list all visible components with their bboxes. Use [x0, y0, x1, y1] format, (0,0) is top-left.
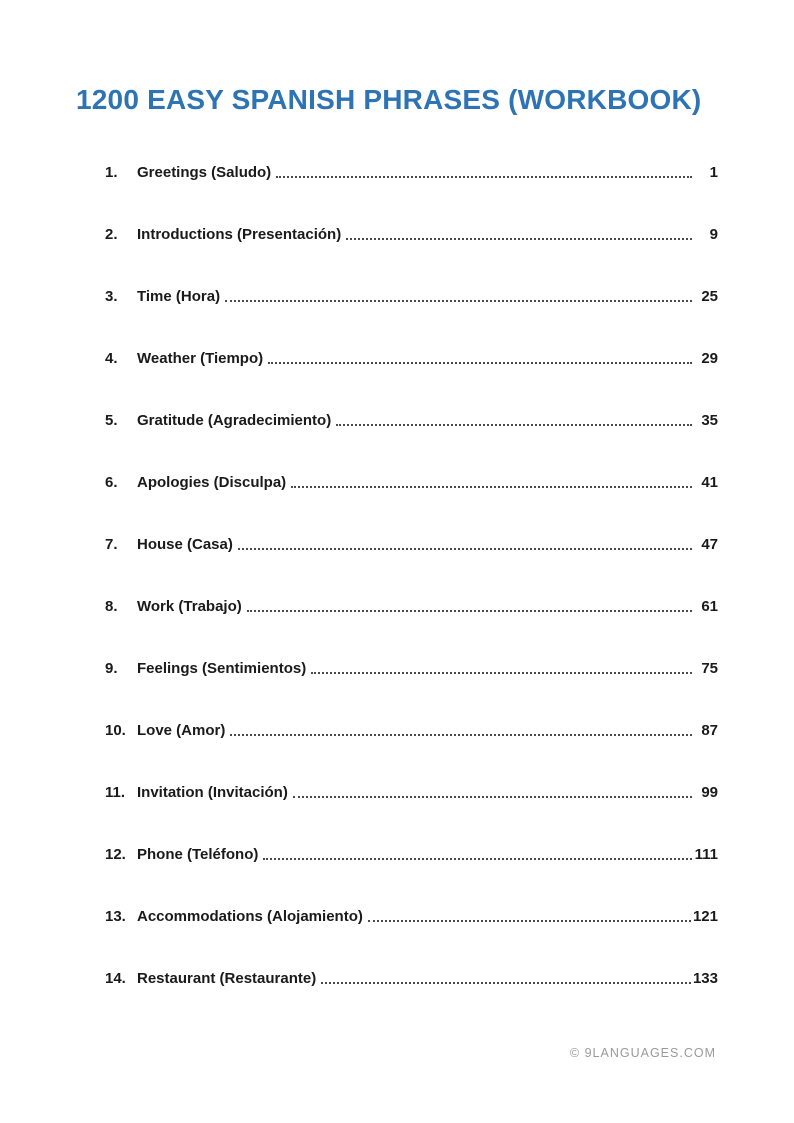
toc-row — [105, 408, 718, 429]
dot-leader — [311, 672, 692, 674]
toc-entry-number: 13. — [105, 908, 126, 925]
dot-leader — [263, 858, 692, 860]
toc-row — [105, 656, 718, 677]
toc-entry-number: 10. — [105, 722, 126, 739]
toc-row — [105, 346, 718, 367]
toc-entry-label: House (Casa) — [137, 536, 233, 553]
toc-entry-number: 3. — [105, 288, 118, 305]
toc-entry-label: Love (Amor) — [137, 722, 226, 739]
toc-entry-page: 47 — [701, 536, 718, 553]
toc-entry-label: Feelings (Sentimientos) — [137, 660, 307, 677]
toc-entry-number: 2. — [105, 226, 118, 243]
toc-entry-page: 35 — [701, 412, 718, 429]
toc-entry-number: 11. — [105, 784, 126, 801]
dot-leader — [336, 424, 692, 426]
toc-entry-label: Work (Trabajo) — [137, 598, 242, 615]
toc-entry-label: Phone (Teléfono) — [137, 846, 259, 863]
toc-row — [105, 966, 718, 987]
toc-row — [105, 904, 718, 925]
toc-row — [105, 160, 718, 181]
footer-credit: © 9LANGUAGES.COM — [569, 1046, 716, 1060]
toc-row — [105, 718, 718, 739]
toc-row — [105, 532, 718, 553]
dot-leader — [291, 486, 692, 488]
toc-entry-number: 5. — [105, 412, 118, 429]
toc-row — [105, 780, 718, 801]
toc-entry-label: Weather (Tiempo) — [137, 350, 264, 367]
toc-row — [105, 284, 718, 305]
toc-entry-label: Greetings (Saludo) — [137, 164, 272, 181]
dot-leader — [321, 982, 691, 984]
toc-entry-page: 87 — [701, 722, 718, 739]
toc-entry-page: 75 — [701, 660, 718, 677]
toc-entry-label: Introductions (Presentación) — [137, 226, 342, 243]
toc-row — [105, 470, 718, 491]
toc-row — [105, 842, 718, 863]
toc-entry-page: 41 — [701, 474, 718, 491]
dot-leader — [268, 362, 692, 364]
dot-leader — [293, 796, 692, 798]
toc-entry-number: 7. — [105, 536, 118, 553]
toc-entry-page: 111 — [694, 846, 718, 863]
dot-leader — [276, 176, 692, 178]
dot-leader — [230, 734, 692, 736]
dot-leader — [238, 548, 692, 550]
toc-entry-label: Invitation (Invitación) — [137, 784, 288, 801]
toc-entry-page: 1 — [709, 164, 718, 181]
toc-entry-number: 8. — [105, 598, 118, 615]
toc-entry-number: 14. — [105, 970, 126, 987]
toc-entry-number: 6. — [105, 474, 118, 491]
table-of-contents — [105, 160, 718, 987]
toc-entry-label: Apologies (Disculpa) — [137, 474, 287, 491]
toc-entry-page: 61 — [701, 598, 718, 615]
toc-entry-page: 25 — [701, 288, 718, 305]
toc-entry-page: 99 — [701, 784, 718, 801]
toc-row — [105, 594, 718, 615]
dot-leader — [247, 610, 692, 612]
toc-entry-label: Accommodations (Alojamiento) — [137, 908, 363, 925]
toc-entry-number: 12. — [105, 846, 126, 863]
dot-leader — [368, 920, 691, 922]
toc-row — [105, 222, 718, 243]
dot-leader — [225, 300, 692, 302]
toc-entry-page: 9 — [709, 226, 718, 243]
toc-entry-page: 121 — [692, 908, 718, 925]
toc-entry-label: Time (Hora) — [137, 288, 221, 305]
toc-entry-number: 9. — [105, 660, 118, 677]
toc-entry-page: 133 — [692, 970, 718, 987]
toc-entry-label: Restaurant (Restaurante) — [137, 970, 317, 987]
toc-entry-number: 4. — [105, 350, 118, 367]
dot-leader — [346, 238, 692, 240]
toc-entry-number: 1. — [105, 164, 118, 181]
page-title: 1200 EASY SPANISH PHRASES (WORKBOOK) — [76, 84, 702, 115]
toc-entry-label: Gratitude (Agradecimiento) — [137, 412, 332, 429]
toc-entry-page: 29 — [701, 350, 718, 367]
